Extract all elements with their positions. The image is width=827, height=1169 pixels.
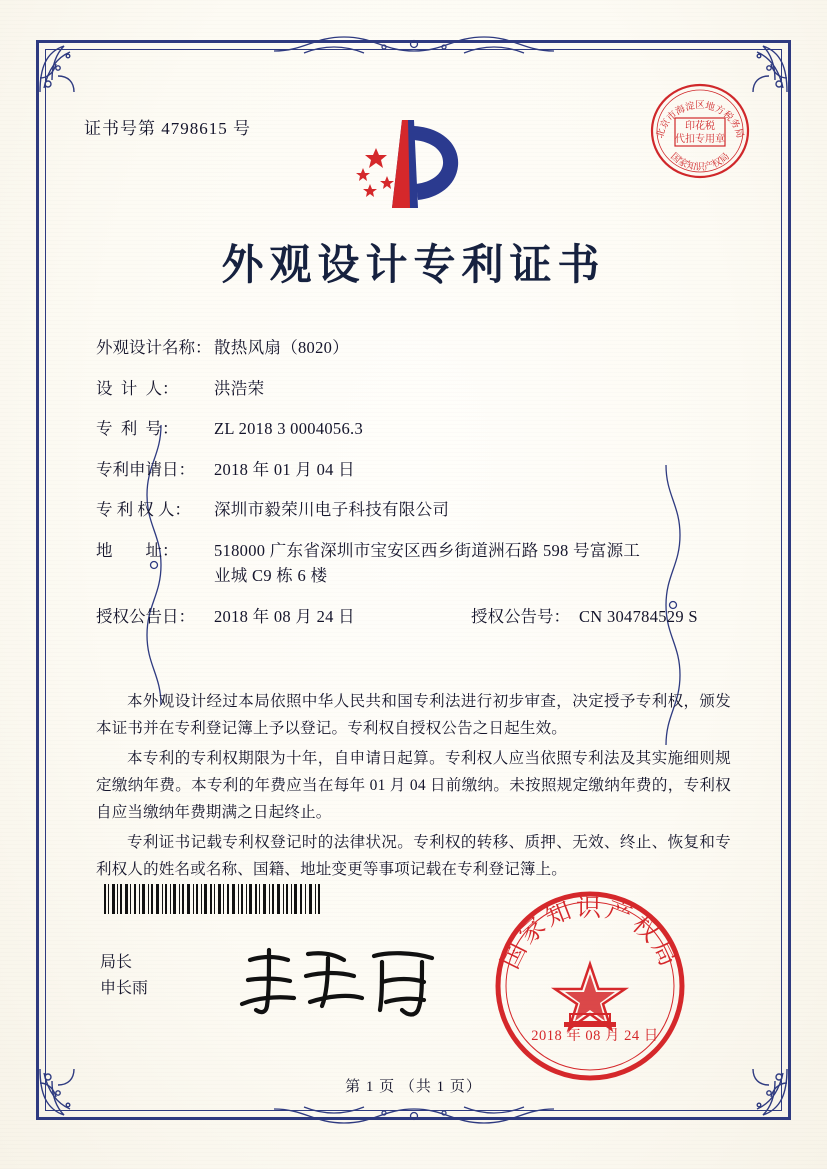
field-designer bbox=[96, 378, 736, 398]
field-value bbox=[214, 540, 736, 585]
field-label: 授权公告日： bbox=[96, 606, 195, 626]
field-value: CN 304784529 S bbox=[579, 606, 698, 626]
legal-paragraph-2: 本专利的专利权期限为十年，自申请日起算。专利权人应当依照专利法及其实施细则规定缴纳年费。本专利的年费应当在每年 01 月 04 日前缴纳。未按照规定缴纳年费的，专利权自应当缴纳年费期满之日起终止。 bbox=[96, 750, 731, 821]
svg-text:国家知识产权局: 国家知识产权局 bbox=[495, 893, 685, 974]
handwritten-signature bbox=[236, 940, 451, 1020]
field-value: 2018 年 01 月 04 日 bbox=[214, 459, 355, 479]
legal-text-block bbox=[96, 688, 731, 886]
svg-text:印花税: 印花税 bbox=[685, 121, 715, 132]
official-round-seal bbox=[492, 888, 688, 1084]
edge-ornament-icon bbox=[264, 31, 564, 57]
field-grant-row bbox=[96, 606, 736, 626]
seal-date: 2018 年 08 月 24 日 bbox=[531, 1028, 659, 1044]
field-design-name bbox=[96, 340, 736, 357]
field-label: 外观设计名称： bbox=[96, 338, 212, 357]
field-value: 深圳市毅荣川电子科技有限公司 bbox=[214, 500, 450, 519]
legal-paragraph-1: 本外观设计经过本局依照中华人民共和国专利法进行初步审查，决定授予专利权，颁发本证书并在专利登记簿上予以登记。专利权自授权公告之日起生效。 bbox=[96, 693, 731, 737]
field-label: 设 计 人： bbox=[96, 378, 179, 398]
address-line-2: 业城 C9 栋 6 楼 bbox=[214, 566, 328, 585]
field-address bbox=[96, 540, 736, 585]
field-application-date bbox=[96, 459, 736, 479]
director-name: 申长雨 bbox=[100, 980, 149, 997]
svg-text:代扣专用章: 代扣专用章 bbox=[675, 134, 725, 145]
field-patent-number bbox=[96, 421, 736, 438]
field-label: 专 利 号： bbox=[96, 419, 179, 438]
tax-seal-stamp bbox=[647, 78, 753, 184]
director-label: 局长 bbox=[100, 954, 133, 971]
field-value: 散热风扇（8020） bbox=[214, 338, 349, 357]
svg-text:国家知识产权局: 国家知识产权局 bbox=[668, 151, 732, 173]
field-label: 专 利 权 人： bbox=[96, 500, 191, 519]
field-value: ZL 2018 3 0004056.3 bbox=[214, 419, 363, 438]
field-value: 2018 年 08 月 24 日 bbox=[214, 606, 355, 626]
signature-block bbox=[100, 950, 148, 1002]
field-label: 授权公告号： bbox=[471, 606, 570, 626]
svg-text:北京市海淀区地方税务局: 北京市海淀区地方税务局 bbox=[654, 100, 746, 140]
field-label: 专利申请日： bbox=[96, 459, 195, 479]
legal-paragraph-3: 专利证书记载专利权登记时的法律状况。专利权的转移、质押、无效、终止、恢复和专利权人的姓名或名称、国籍、地址变更等事项记载在专利登记簿上。 bbox=[96, 834, 731, 878]
field-grant-date bbox=[96, 606, 471, 626]
address-line-1: 518000 广东省深圳市宝安区西乡街道洲石路 598 号富源工 bbox=[214, 540, 641, 560]
field-label: 地 址： bbox=[96, 540, 179, 560]
cnipa-logo-icon bbox=[340, 112, 480, 222]
page-title: 外观设计专利证书 bbox=[221, 240, 606, 289]
barcode bbox=[104, 884, 322, 914]
field-grant-number bbox=[471, 606, 698, 626]
edge-ornament-icon bbox=[264, 1103, 564, 1129]
certificate-number: 证书号第 4798615 号 bbox=[84, 119, 251, 138]
page-footer: 第 1 页 （共 1 页） bbox=[345, 1079, 482, 1095]
field-value: 洪浩荣 bbox=[214, 378, 265, 398]
field-patentee bbox=[96, 502, 736, 519]
corner-ornament-icon bbox=[34, 38, 94, 98]
field-list bbox=[96, 340, 736, 649]
